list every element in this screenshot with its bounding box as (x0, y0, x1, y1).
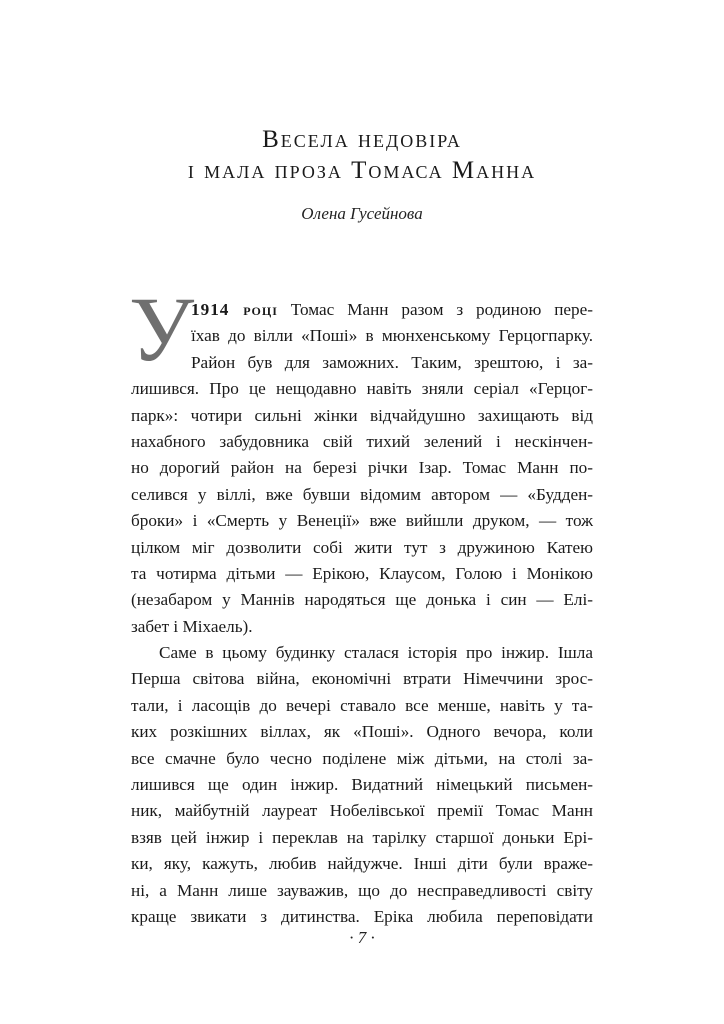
text-line: Перша світова війна, економічні втрати Німеччини зрос- (131, 669, 593, 689)
text-line: броки» і «Смерть у Венеції» вже вийшли друком, — тож (131, 511, 593, 531)
text-line: селився у віллі, вже бувши відомим автором — «Будден- (131, 484, 593, 504)
text-line-content: Томас Манн разом з родиною пере- (290, 300, 593, 319)
text-line: парк»: чотири сильні жінки відчайдушно захищають від (131, 405, 593, 425)
text-line: краще звикати з дитинства. Еріка любила переповідати (131, 906, 593, 926)
body-text (131, 297, 593, 930)
lead-in: 1914 році (191, 300, 278, 319)
chapter-title-line-1: Весела недовіра (262, 126, 462, 153)
author-name: Олена Гусейнова (301, 204, 423, 223)
text-line: ки, яку, кажуть, любив найдужче. Інші діти були враже- (131, 854, 593, 874)
text-line: (незабаром у Маннів народяться ще донька і син — Елі- (131, 590, 593, 610)
text-line: їхав до вілли «Поші» в мюнхенському Герцогпарку. (191, 326, 593, 346)
text-line: Район був для заможних. Таким, зрештою, і за- (191, 352, 593, 372)
text-line: лишився. Про це нещодавно навіть зняли серіал «Герцог- (131, 379, 593, 399)
text-line: все смачне було чесно поділене між дітьми, на столі за- (131, 748, 593, 768)
text-line: цілком міг дозволити собі жити тут з дружиною Катею (131, 537, 593, 557)
text-line: забет і Міхаель). (131, 616, 253, 636)
chapter-title-line-2: і мала проза Томаса Манна (187, 157, 537, 184)
text-line (131, 297, 593, 323)
text-line: ні, а Манн лише зауважив, що до несправедливості світу (131, 880, 593, 900)
text-line: та чотирма дітьми — Ерікою, Клаусом, Голою і Монікою (131, 563, 593, 583)
text-line: тали, і ласощів до вечері ставало все менше, навіть у та- (131, 695, 593, 715)
text-line: взяв цей інжир і переклав на тарілку старшої доньки Ері- (131, 827, 593, 847)
text-line: но дорогий район на березі річки Ізар. Томас Манн по- (131, 458, 593, 478)
page-number: · 7 · (349, 928, 375, 947)
text-line: ких розкішних віллах, як «Поші». Одного вечора, коли (131, 722, 593, 742)
text-line: нахабного забудовника свій тихий зелений і нескінчен- (131, 431, 593, 451)
text-line: лишився ще один інжир. Видатний німецький письмен- (131, 775, 593, 795)
drop-cap: У (129, 278, 195, 380)
text-line: Саме в цьому будинку сталася історія про інжир. Ішла (159, 643, 593, 663)
text-line: ник, майбутній лауреат Нобелівської премії Томас Манн (131, 801, 593, 821)
